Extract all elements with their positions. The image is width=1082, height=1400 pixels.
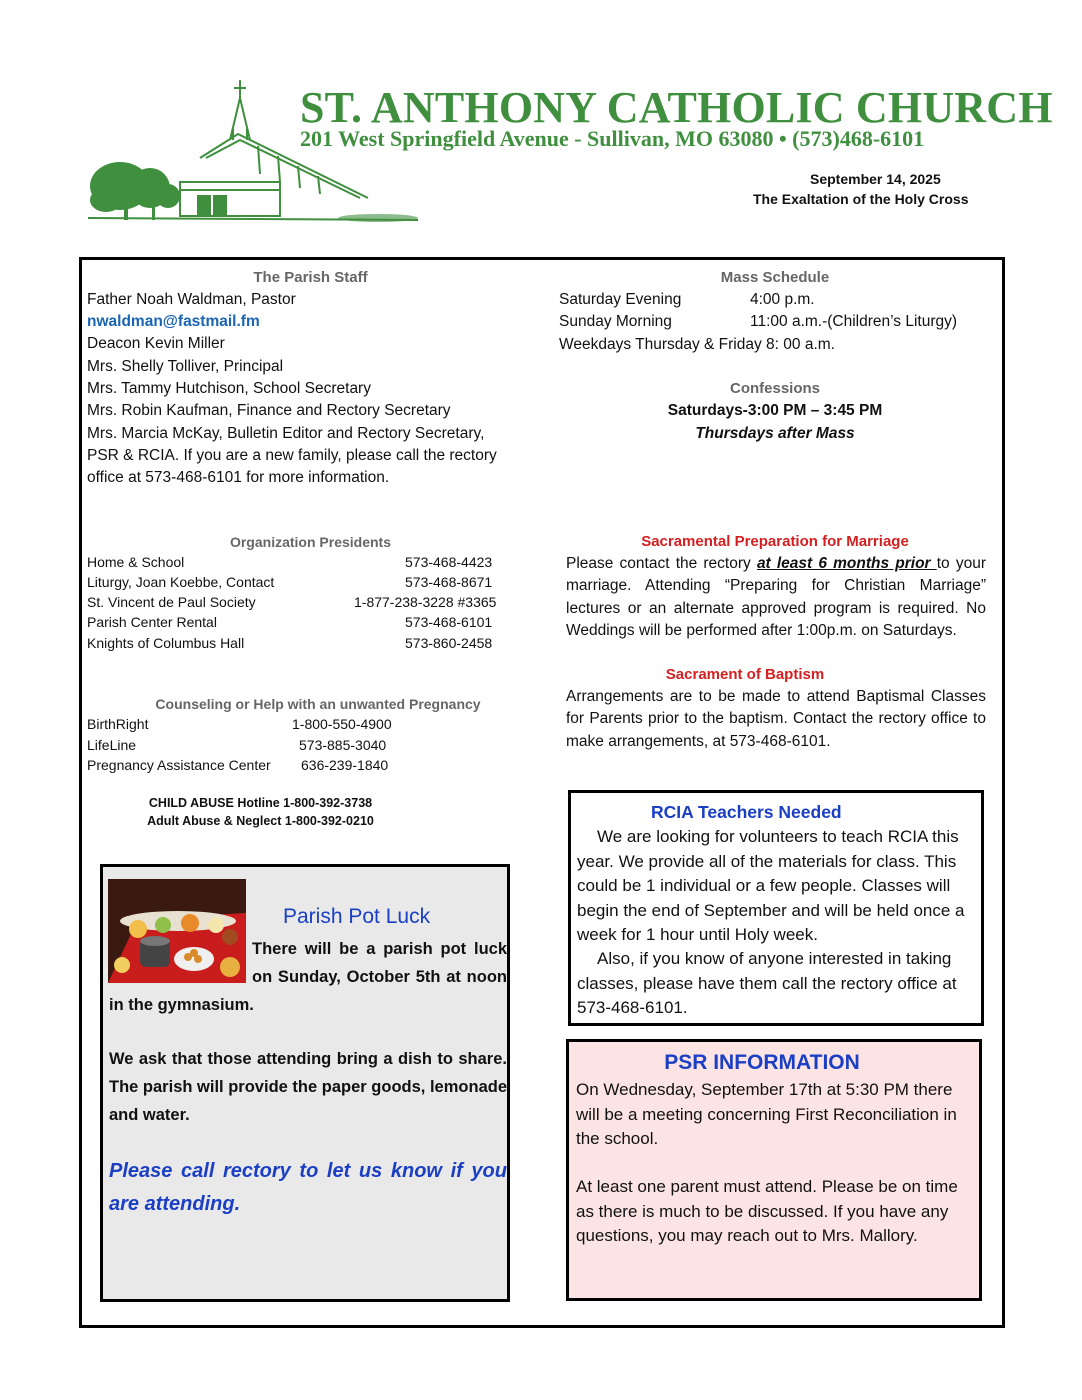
staff-line: Deacon Kevin Miller <box>87 335 225 352</box>
org-phone: 573-468-8671 <box>405 574 493 590</box>
org-name: St. Vincent de Paul Society <box>87 594 256 610</box>
marriage-text-post: to your marriage. Attending “Preparing for Christian Marriage” lectures or an alternate approved program is required. No Weddings will be performed after 1:00p.m. on Saturdays. <box>566 555 986 640</box>
staff-line: Mrs. Marcia McKay, Bulletin Editor and Rectory Secretary, <box>87 425 485 442</box>
staff-line: Mrs. Robin Kaufman, Finance and Rectory Secretary <box>87 402 451 419</box>
pastor-email-link[interactable]: nwaldman@fastmail.fm <box>87 313 260 330</box>
mass-row-time: 11:00 a.m.-(Children’s Liturgy) <box>750 313 958 330</box>
potluck-box <box>100 864 510 1302</box>
rcia-paragraph-1: We are looking for volunteers to teach RCIA this year. We provide all of the materials for class. This could be 1 individual or a few people. Classes will begin the end of September and will be held once a week for 1 hour until Holy week. <box>577 827 965 944</box>
baptism-text: Arrangements are to be made to attend Baptismal Classes for Parents prior to the baptism. Contact the rectory office to make arrangements, at 573-468-6101. <box>566 688 986 750</box>
staff-line: PSR & RCIA. If you are a new family, please call the rectory <box>87 447 497 464</box>
adult-abuse-hotline: Adult Abuse & Neglect 1-800-392-0210 <box>147 814 374 828</box>
counseling-phone: 636-239-1840 <box>301 757 389 773</box>
staff-line: Father Noah Waldman, Pastor <box>87 291 296 308</box>
potluck-announcement <box>109 935 507 1019</box>
psr-paragraph-1: On Wednesday, September 17th at 5:30 PM there will be a meeting concerning First Reconciliation in the school. <box>576 1080 957 1148</box>
counseling-name: LifeLine <box>87 737 137 753</box>
org-phone: 573-468-4423 <box>405 554 493 570</box>
confessions-title: Confessions <box>729 380 820 397</box>
marriage-text <box>566 553 986 643</box>
counseling-title: Counseling or Help with an unwanted Pregnancy <box>155 696 481 712</box>
mass-weekday: Weekdays Thursday & Friday 8: 00 a.m. <box>559 336 835 353</box>
potluck-paragraph-1: There will be a parish pot luck on Sunday, October 5th at noon in the gymnasium. <box>109 940 507 1014</box>
staff-line: Mrs. Tammy Hutchison, School Secretary <box>87 380 371 397</box>
potluck-title: Parish Pot Luck <box>283 905 431 928</box>
org-phone: 573-468-6101 <box>405 614 493 630</box>
mass-row-time: 4:00 p.m. <box>750 291 815 308</box>
rcia-title: RCIA Teachers Needed <box>651 802 842 822</box>
staff-title: The Parish Staff <box>253 269 368 286</box>
marriage-emphasis: at least 6 months prior <box>756 555 937 572</box>
mass-title: Mass Schedule <box>720 269 830 286</box>
org-name: Knights of Columbus Hall <box>87 635 245 651</box>
baptism-title: Sacrament of Baptism <box>665 666 825 683</box>
psr-paragraph-2: At least one parent must attend. Please be on time as there is much to be discussed. If you have any questions, you may reach out to Mrs. Mallory. <box>576 1177 958 1245</box>
confessions-thursday: Thursdays after Mass <box>695 425 855 442</box>
bulletin-date: September 14, 2025 <box>810 171 941 187</box>
potluck-rsvp: Please call rectory to let us know if you are attending. <box>109 1160 507 1215</box>
organizations-title: Organization Presidents <box>229 534 392 550</box>
mass-row-label: Saturday Evening <box>559 291 682 308</box>
confessions-saturday: Saturdays-3:00 PM – 3:45 PM <box>667 402 883 419</box>
marriage-title: Sacramental Preparation for Marriage <box>641 533 909 550</box>
rcia-box <box>568 790 984 1026</box>
staff-line: Mrs. Shelly Tolliver, Principal <box>87 358 284 375</box>
org-phone: 1-877-238-3228 #3365 <box>354 594 497 610</box>
counseling-phone: 573-885-3040 <box>299 737 387 753</box>
counseling-name: BirthRight <box>87 716 149 732</box>
org-name: Parish Center Rental <box>87 614 217 630</box>
mass-row-label: Sunday Morning <box>559 313 672 330</box>
church-address: 201 West Springfield Avenue - Sullivan, MO 63080 • (573)468-6101 <box>300 126 925 151</box>
child-abuse-hotline: CHILD ABUSE Hotline 1-800-392-3738 <box>148 796 373 810</box>
marriage-text-pre: Please contact the rectory <box>566 555 757 572</box>
psr-title: PSR INFORMATION <box>664 1051 860 1074</box>
counseling-name: Pregnancy Assistance Center <box>87 757 271 773</box>
staff-line: office at 573-468-6101 for more information. <box>87 469 390 486</box>
potluck-photo-spacer <box>109 935 252 983</box>
potluck-paragraph-2: We ask that those attending bring a dish to share. The parish will provide the paper goods, lemonade and water. <box>109 1050 507 1124</box>
org-name: Liturgy, Joan Koebbe, Contact <box>87 574 275 590</box>
rcia-paragraph-2: Also, if you know of anyone interested in taking classes, please have them call the rectory office at 573-468-6101. <box>577 949 957 1017</box>
church-name: ST. ANTHONY CATHOLIC CHURCH <box>300 83 1053 132</box>
psr-box <box>566 1039 982 1301</box>
org-name: Home & School <box>87 554 185 570</box>
org-phone: 573-860-2458 <box>405 635 493 651</box>
counseling-phone: 1-800-550-4900 <box>292 716 392 732</box>
feast-name: The Exaltation of the Holy Cross <box>753 191 969 207</box>
